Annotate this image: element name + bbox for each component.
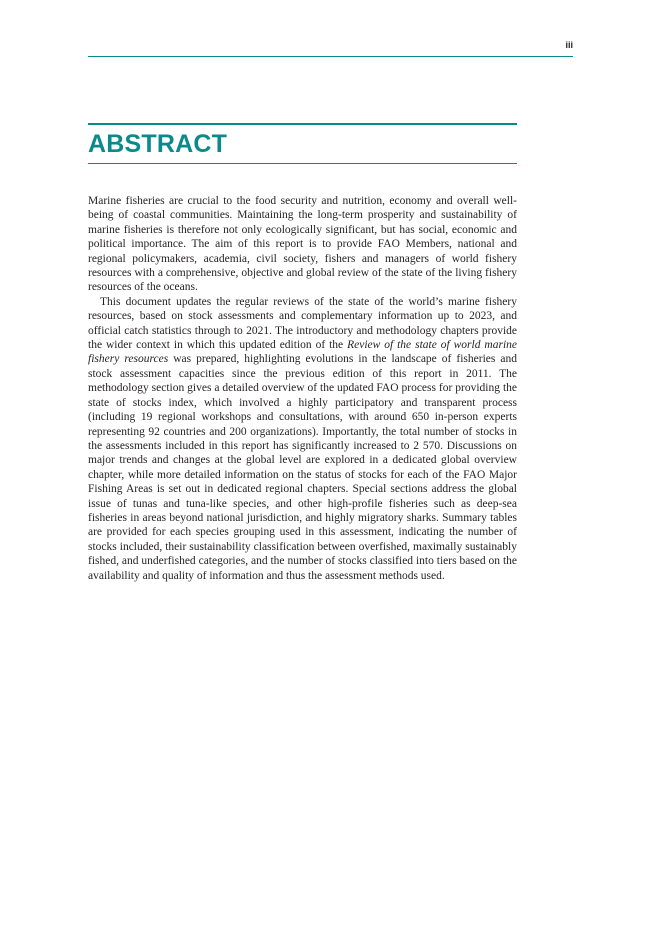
page-number: iii [565,40,573,50]
abstract-body [88,194,517,583]
paragraph-2-text-start: This document updates the regular reviews of the state of the world’s marine fishery resources, based on stock assessments and complementary information up to 2023, and official catch statistics through to 2021. The introductory and methodology chapters provide the wider context in which this updated edition of the [88,295,517,352]
abstract-paragraph-1: Marine fisheries are crucial to the food security and nutrition, economy and overall well-being of coastal communities. Maintaining the long-term prosperity and sustainability of marine fisheries is therefore not only ecologically significant, but has social, economic and political importance. The aim of this report is to provide FAO Members, national and regional policymakers, academia, civil society, fishers and managers of world fishery resources with a comprehensive, objective and global review of the state of the living fishery resources of the oceans. [88,195,517,294]
header-rule [88,56,573,57]
abstract-paragraph-2 [88,295,517,583]
paragraph-2-text-end: was prepared, highlighting evolutions in the landscape of fisheries and stock assessment capacities since the previous edition of this report in 2011. The methodology section gives a detailed overview of the updated FAO process for providing the state of stocks index, which involved a highly participatory and transparent process (including 19 regional workshops and consultations, with around 650 in-person experts representing 92 countries and 200 organizations). Importantly, the total number of stocks in the assessments included in this report has significantly increased to 2 570. Discussions on major trends and changes at the global level are explored in a dedicated global overview chapter, while more detailed information on the status of stocks for each of the FAO Major Fishing Areas is set out in dedicated regional chapters. Special sections address the global issue of tunas and tuna-like species, and other high-profile fisheries such as deep-sea fisheries in areas beyond national jurisdiction, and highly migratory sharks. Summary tables are provided for each species grouping used in this assessment, indicating the number of stocks included, their sustainability classification between overfished, maximally sustainably fished, and underfished categories, and the number of stocks classified into tiers based on the availability and quality of information and thus the assessment methods used. [88,353,517,582]
heading-block [88,123,517,164]
page-title: ABSTRACT [88,130,228,158]
report-title-reference: Review of the state of world marine fishery resources [88,339,517,366]
